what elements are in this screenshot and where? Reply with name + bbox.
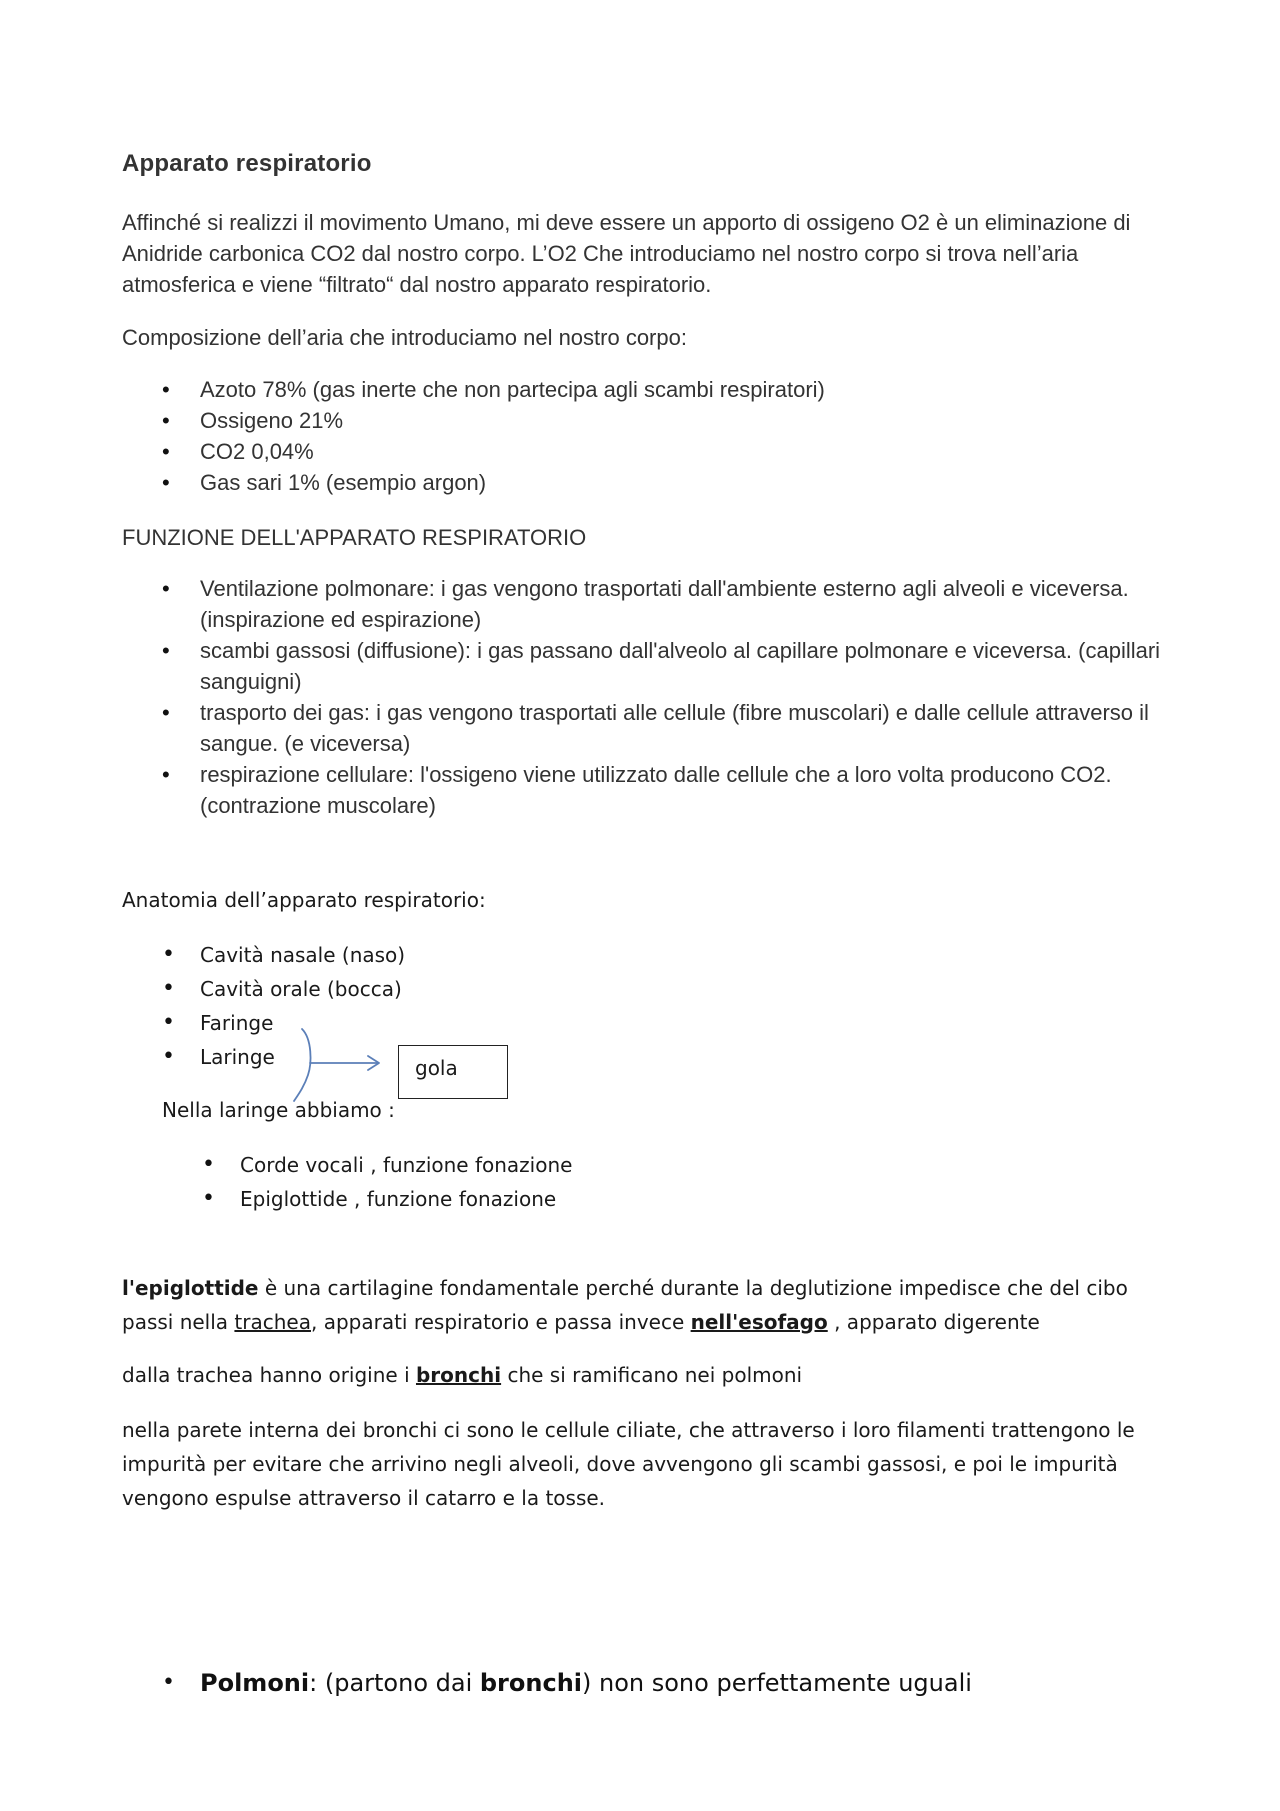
lungs-bronchi-term: bronchi	[479, 1669, 583, 1697]
list-item	[122, 1665, 972, 1701]
epiglottis-text-2: , apparati respiratorio e passa invece	[310, 1310, 691, 1334]
epiglottis-text-1: è una cartilagine fondamentale perché durante la deglutizione impedisce che del cibo passi nella	[122, 1276, 1128, 1334]
function-heading: FUNZIONE DELL'APPARATO RESPIRATORIO	[122, 525, 587, 550]
gola-label: gola	[415, 1056, 458, 1080]
bronchi-term: bronchi	[415, 1363, 502, 1387]
bronchi-text-2: che si ramificano nei polmoni	[501, 1363, 803, 1387]
trachea-term: trachea	[234, 1310, 311, 1334]
list-item: • Cavità orale (bocca)	[122, 972, 405, 1006]
function-list	[122, 573, 1200, 821]
larynx-list	[162, 1148, 572, 1216]
list-item: • Azoto 78% (gas inerte che non partecipa agli scambi respiratori)	[122, 374, 825, 405]
cilia-paragraph: nella parete interna dei bronchi ci sono le cellule ciliate, che attraverso i loro filamenti trattengono le impurità per evitare che arrivino negli alveoli, dove avvengono gli scambi gassosi, e poi le impurità vengono espulse attraverso il catarro e la tosse.	[122, 1418, 1135, 1510]
list-item: • Ventilazione polmonare: i gas vengono trasportati dall'ambiente esterno agli alveoli e viceversa. (inspirazione ed espirazione)	[122, 573, 1200, 635]
list-item: • Cavità nasale (naso)	[122, 938, 405, 972]
composition-list	[122, 374, 825, 498]
list-item: • trasporto dei gas: i gas vengono trasportati alle cellule (fibre muscolari) e dalle cellule attraverso il sangue. (e viceversa)	[122, 697, 1200, 759]
list-item: • Corde vocali , funzione fonazione	[162, 1148, 572, 1182]
list-item: • Laringe	[122, 1040, 405, 1074]
list-item: • CO2 0,04%	[122, 436, 825, 467]
composition-heading: Composizione dell’aria che introduciamo nel nostro corpo:	[122, 325, 687, 350]
lungs-text-1: : (partono dai	[309, 1669, 480, 1697]
larynx-heading: Nella laringe abbiamo :	[162, 1098, 395, 1122]
intro-paragraph: Affinché si realizzi il movimento Umano, mi deve essere un apporto di ossigeno O2 è un eliminazione di Anidride carbonica CO2 dal nostro corpo. L’O2 Che introduciamo nel nostro corpo si trova nell’aria atmosferica e viene “filtrato“ dal nostro apparato respiratorio.	[122, 210, 1131, 297]
esofago-term: nell'esofago	[690, 1310, 828, 1334]
anatomy-heading: Anatomia dell’apparato respiratorio:	[122, 888, 486, 912]
epiglottis-paragraph	[122, 1271, 1182, 1339]
page-title: Apparato respiratorio	[122, 150, 372, 177]
gola-box	[398, 1045, 508, 1099]
bronchi-paragraph	[122, 1358, 802, 1392]
list-item: • Faringe	[122, 1006, 405, 1040]
epiglottis-text-3: , apparato digerente	[827, 1310, 1040, 1334]
list-item: • Epiglottide , funzione fonazione	[162, 1182, 572, 1216]
list-item: • respirazione cellulare: l'ossigeno viene utilizzato dalle cellule che a loro volta producono CO2. (contrazione muscolare)	[122, 759, 1200, 821]
list-item: • Ossigeno 21%	[122, 405, 825, 436]
epiglottis-term: l'epiglottide	[122, 1276, 259, 1300]
bronchi-text-1: dalla trachea hanno origine i	[122, 1363, 416, 1387]
lungs-text-2: ) non sono perfettamente uguali	[582, 1669, 972, 1697]
lungs-term: Polmoni	[200, 1669, 310, 1697]
list-item: • Gas sari 1% (esempio argon)	[122, 467, 825, 498]
list-item: • scambi gassosi (diffusione): i gas passano dall'alveolo al capillare polmonare e viceversa. (capillari sanguigni)	[122, 635, 1200, 697]
lungs-list	[122, 1665, 972, 1701]
